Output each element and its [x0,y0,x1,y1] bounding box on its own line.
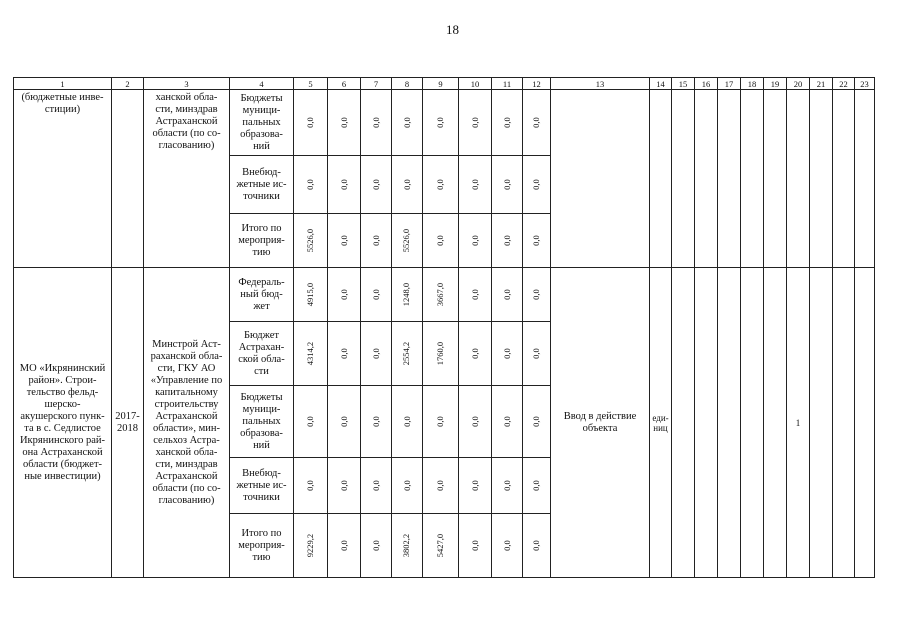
col-header: 3 [144,78,230,90]
value-cell: 0,0 [459,156,492,214]
value-cell: 0,0 [328,386,361,458]
value-cell: 0,0 [459,386,492,458]
value-cell: 0,0 [459,90,492,156]
value-cell: 0,0 [459,322,492,386]
year-cell [741,268,764,578]
year-cell [787,90,810,268]
activity-name: МО «Икрянинский район». Строи- тельство фельд- шерско- акушерского пунк- та в с. Седлистое Икрянинского рай- она Астраханской области (бюджет- ные инвестиции) [14,268,112,578]
unit-cell-cont [650,90,672,268]
value-cell: 0,0 [492,322,523,386]
value-cell: 0,0 [361,514,392,578]
year-cell [855,268,875,578]
year-cell [672,90,695,268]
value-cell: 0,0 [328,214,361,268]
year-cell [764,268,787,578]
col-header: 11 [492,78,523,90]
value-cell: 3802,2 [392,514,423,578]
col-header: 13 [551,78,650,90]
funding-source-label: Бюджеты муници- пальных образова- ний [230,386,294,458]
value-cell: 0,0 [492,90,523,156]
year-cell [810,90,833,268]
value-cell: 9229,2 [294,514,328,578]
col-header: 6 [328,78,361,90]
value-cell: 0,0 [459,268,492,322]
value-cell: 0,0 [361,458,392,514]
col-header: 16 [695,78,718,90]
indicator-cell-cont [551,90,650,268]
funding-source-label: Итого по мероприя- тию [230,514,294,578]
value-cell: 0,0 [392,90,423,156]
value-cell: 0,0 [492,514,523,578]
funding-source-label: Бюджеты муници- пальных образова- ний [230,90,294,156]
col-header: 14 [650,78,672,90]
value-cell: 0,0 [523,514,551,578]
value-cell: 0,0 [492,156,523,214]
value-cell: 5427,0 [423,514,459,578]
col-header: 19 [764,78,787,90]
funding-source-label: Внебюд- жетные ис- точники [230,458,294,514]
year-cell [764,90,787,268]
table-row [14,90,875,156]
funding-source-label: Федераль- ный бюд- жет [230,268,294,322]
col-header: 18 [741,78,764,90]
value-cell: 0,0 [361,156,392,214]
value-cell: 0,0 [523,458,551,514]
funding-source-label: Бюджет Астрахан- ской обла- сти [230,322,294,386]
value-cell: 0,0 [523,386,551,458]
col-header: 21 [810,78,833,90]
value-cell: 0,0 [523,214,551,268]
value-cell: 0,0 [523,90,551,156]
value-cell: 0,0 [294,386,328,458]
value-cell: 0,0 [294,90,328,156]
value-cell: 0,0 [459,514,492,578]
col-header: 5 [294,78,328,90]
col-header: 12 [523,78,551,90]
value-cell: 0,0 [423,386,459,458]
funding-source-label: Внебюд- жетные ис- точники [230,156,294,214]
value-cell: 0,0 [523,156,551,214]
value-cell: 0,0 [492,386,523,458]
value-cell: 0,0 [523,268,551,322]
year-cell [718,268,741,578]
value-cell: 0,0 [392,386,423,458]
year-cell [855,90,875,268]
year-cell [741,90,764,268]
col-header: 23 [855,78,875,90]
program-table [13,77,875,578]
value-cell: 0,0 [361,214,392,268]
executor-cell: Минстрой Аст- раханской обла- сти, ГКУ АО «Управление по капитальному строительству Астраханской области», мин- сельхоз Астра- ханской обла- сти, минздрав Астраханской области (по со- гласованию) [144,268,230,578]
value-cell: 0,0 [294,458,328,514]
value-cell: 0,0 [423,214,459,268]
col-header: 15 [672,78,695,90]
value-cell: 5526,0 [392,214,423,268]
value-cell: 0,0 [459,458,492,514]
value-cell: 3667,0 [423,268,459,322]
value-cell: 0,0 [492,268,523,322]
col-header: 22 [833,78,855,90]
value-cell: 0,0 [328,268,361,322]
value-cell: 0,0 [392,458,423,514]
value-cell: 0,0 [492,458,523,514]
col-header: 2 [112,78,144,90]
year-cell [718,90,741,268]
col-header: 7 [361,78,392,90]
indicator-cell: Ввод в действие объекта [551,268,650,578]
table-row [14,268,875,322]
value-cell: 2554,2 [392,322,423,386]
value-cell: 0,0 [361,268,392,322]
value-cell: 0,0 [423,156,459,214]
value-cell: 5526,0 [294,214,328,268]
year-cell [833,268,855,578]
value-cell: 0,0 [328,90,361,156]
col-header: 1 [14,78,112,90]
funding-source-label: Итого по мероприя- тию [230,214,294,268]
value-cell: 0,0 [459,214,492,268]
value-cell: 0,0 [361,386,392,458]
period-cell-cont [112,90,144,268]
value-cell: 1248,0 [392,268,423,322]
year-cell [833,90,855,268]
value-cell: 0,0 [423,90,459,156]
year-cell [695,90,718,268]
value-cell: 0,0 [361,322,392,386]
executor-cell-cont: ханской обла- сти, минздрав Астраханской области (по со- гласованию) [144,90,230,268]
period-cell: 2017- 2018 [112,268,144,578]
column-number-row [14,78,875,90]
year-cell [672,268,695,578]
value-cell: 4314,2 [294,322,328,386]
value-cell: 0,0 [492,214,523,268]
value-cell: 0,0 [328,514,361,578]
page-number: 18 [446,22,459,37]
value-cell: 0,0 [392,156,423,214]
value-cell: 0,0 [523,322,551,386]
year-cell [695,268,718,578]
value-cell: 0,0 [328,156,361,214]
value-cell: 0,0 [423,458,459,514]
value-cell: 0,0 [294,156,328,214]
col-header: 8 [392,78,423,90]
year-cell-value: 1 [787,268,810,578]
col-header: 9 [423,78,459,90]
unit-cell: еди- ниц [650,268,672,578]
value-cell: 0,0 [328,458,361,514]
value-cell: 0,0 [361,90,392,156]
value-cell: 4915,0 [294,268,328,322]
year-cell [810,268,833,578]
value-cell: 1760,0 [423,322,459,386]
activity-name-cont: (бюджетные инве- стиции) [14,90,112,268]
value-cell: 0,0 [328,322,361,386]
col-header: 4 [230,78,294,90]
col-header: 10 [459,78,492,90]
col-header: 17 [718,78,741,90]
col-header: 20 [787,78,810,90]
